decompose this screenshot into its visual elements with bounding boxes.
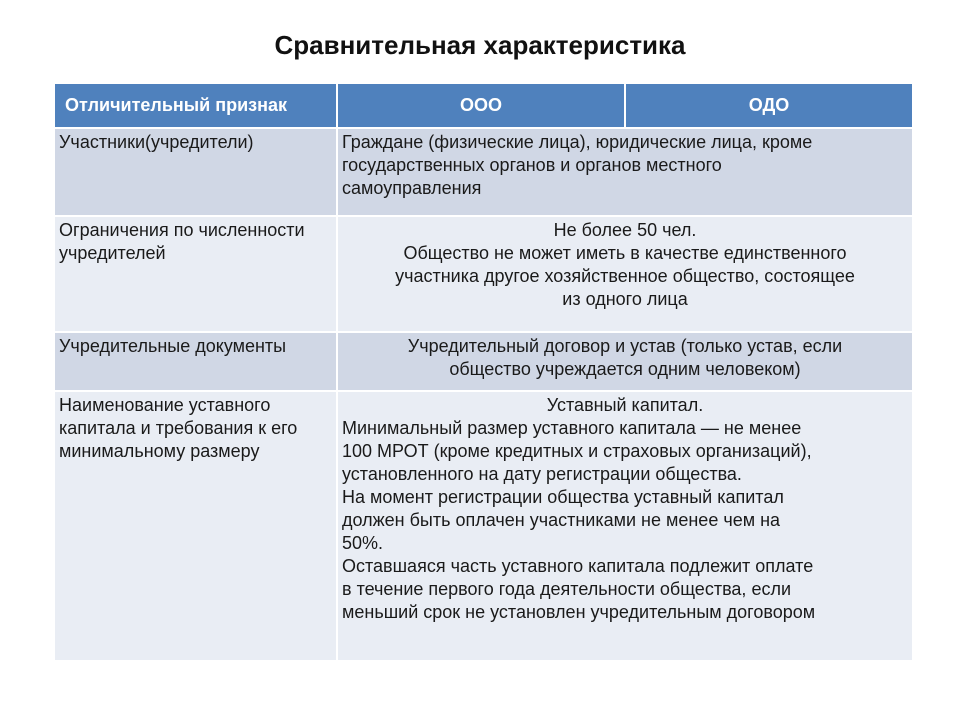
row-value: [337, 128, 913, 216]
table-row: [54, 391, 913, 661]
table-row: [54, 332, 913, 391]
value-line: участника другое хозяйственное общество, состоящее: [395, 266, 855, 286]
value-line: 50%.: [342, 533, 384, 553]
value-line: 100 МРОТ (кроме кредитных и страховых организаций),: [342, 441, 812, 461]
value-line: Граждане (физические лица), юридические лица, кроме: [342, 132, 813, 152]
row-value: [337, 391, 913, 661]
value-line: Оставшаяся часть уставного капитала подлежит оплате: [342, 556, 814, 576]
value-line: Не более 50 чел.: [553, 220, 697, 240]
value-line: Учредительный договор и устав (только устав, если: [407, 336, 843, 356]
value-line: должен быть оплачен участниками не менее чем на: [342, 510, 781, 530]
value-line: Уставный капитал.: [546, 395, 704, 415]
row-feature: Учредительные документы: [54, 332, 337, 391]
header-feature: Отличительный признак: [54, 83, 337, 128]
row-feature: Наименование уставного капитала и требования к его минимальному размеру: [54, 391, 337, 661]
table-row: [54, 216, 913, 332]
header-odo: ОДО: [625, 83, 913, 128]
value-line: установленного на дату регистрации общества.: [342, 464, 742, 484]
value-line: в течение первого года деятельности общества, если: [342, 579, 792, 599]
value-line: государственных органов и органов местного: [342, 155, 722, 175]
table-header-row: [54, 83, 913, 128]
value-line: На момент регистрации общества уставный капитал: [342, 487, 784, 507]
row-value: [337, 216, 913, 332]
value-line: общество учреждается одним человеком): [449, 359, 801, 379]
page-title: Сравнительная характеристика: [274, 30, 686, 60]
value-line: самоуправления: [342, 178, 482, 198]
row-feature: Ограничения по численности учредителей: [54, 216, 337, 332]
value-line: из одного лица: [562, 289, 688, 309]
table-row: [54, 128, 913, 216]
row-value: [337, 332, 913, 391]
value-line: меньший срок не установлен учредительным договором: [342, 602, 816, 622]
row-feature: Участники(учредители): [54, 128, 337, 216]
value-line: Минимальный размер уставного капитала — не менее: [342, 418, 802, 438]
comparison-table: [53, 82, 914, 662]
value-line: Общество не может иметь в качестве единственного: [403, 243, 847, 263]
header-ooo: ООО: [337, 83, 625, 128]
